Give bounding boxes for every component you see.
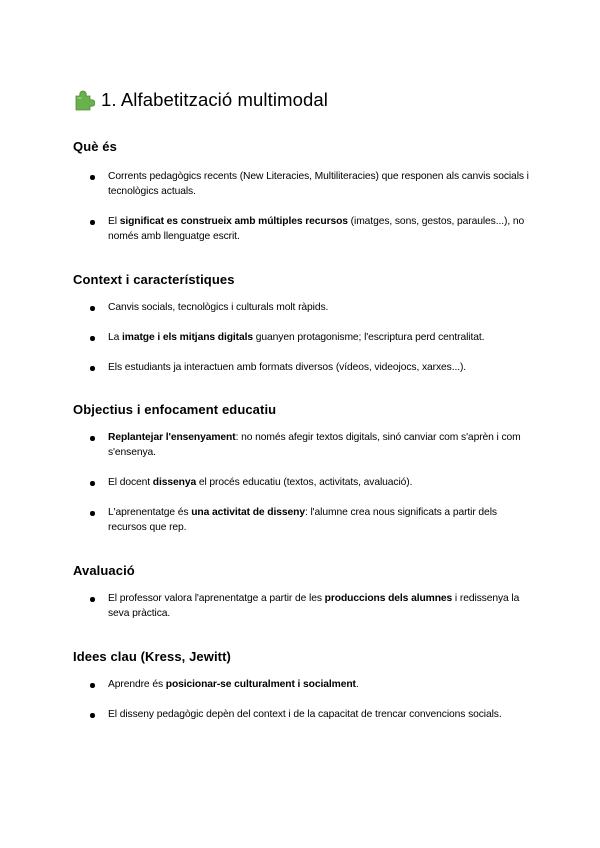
list-item-text: el procés educatiu (textos, activitats, avaluació). <box>196 477 413 488</box>
document-title-text: 1. Alfabetització multimodal <box>101 89 328 110</box>
list-item-text: (imatges, sons, gestos, paraules...), no només amb llenguatge escrit. <box>108 216 525 242</box>
bullet-list <box>73 677 533 722</box>
list-item-text: . <box>355 679 359 690</box>
bullet-icon <box>90 481 95 486</box>
bullet-icon <box>90 306 95 311</box>
bold-text: produccions dels alumnes <box>324 593 453 604</box>
list-item-text: : l'alumne crea nous significats a partir dels recursos que rep. <box>108 507 497 533</box>
bold-text: una activitat de disseny <box>191 507 305 518</box>
bullet-icon <box>90 597 95 602</box>
list-item <box>73 707 533 722</box>
bold-text: posicionar-se culturalment i socialment <box>165 679 356 690</box>
bullet-icon <box>90 436 95 441</box>
bullet-list <box>73 591 533 621</box>
list-item <box>73 505 533 535</box>
list-item <box>73 677 533 692</box>
list-item-text: Els estudiants ja interactuen amb formats diversos (vídeos, videojocs, xarxes...). <box>108 362 467 373</box>
section-heading: Idees clau (Kress, Jewitt) <box>73 649 231 664</box>
section-heading: Què és <box>73 139 117 154</box>
list-item-text: : no només afegir textos digitals, sinó canviar com s'aprèn i com s'ensenya. <box>108 432 521 458</box>
list-item-text: El disseny pedagògic depèn del context i de la capacitat de trencar convencions socials. <box>108 709 502 720</box>
document-page <box>73 88 533 722</box>
list-item <box>73 214 533 244</box>
list-item <box>73 475 533 490</box>
list-item-text: L'aprenentatge és <box>108 507 192 518</box>
bullet-list <box>73 300 533 375</box>
list-item <box>73 360 533 375</box>
bullet-icon <box>90 713 95 718</box>
list-item <box>73 430 533 460</box>
bold-text: significat es construeix amb múltiples recursos <box>119 216 348 227</box>
bullet-icon <box>90 366 95 371</box>
list-item-text: i redissenya la seva pràctica. <box>108 593 520 619</box>
list-item-text: Aprendre és <box>108 679 166 690</box>
list-item <box>73 169 533 199</box>
bold-text: Replantejar l'ensenyament <box>108 432 236 443</box>
puzzle-piece-icon <box>73 89 95 111</box>
list-item-text: El <box>108 216 120 227</box>
document-title <box>73 88 533 112</box>
bullet-icon <box>90 220 95 225</box>
section-heading: Objectius i enfocament educatiu <box>73 402 277 417</box>
section-heading: Avaluació <box>73 563 135 578</box>
bullet-list <box>73 430 533 535</box>
list-item-text: Canvis socials, tecnològics i culturals molt ràpids. <box>108 302 329 313</box>
bullet-icon <box>90 336 95 341</box>
list-item-text: El docent <box>108 477 153 488</box>
section-heading: Context i característiques <box>73 272 235 287</box>
list-item <box>73 330 533 345</box>
list-item-text: guanyen protagonisme; l'escriptura perd centralitat. <box>253 332 485 343</box>
bold-text: imatge i els mitjans digitals <box>122 332 254 343</box>
list-item <box>73 300 533 315</box>
bullet-icon <box>90 511 95 516</box>
list-item-text: Corrents pedagògics recents (New Literacies, Multiliteracies) que responen als canvis socials i tecnològics actuals. <box>108 171 529 197</box>
bullet-icon <box>90 175 95 180</box>
list-item <box>73 591 533 621</box>
bullet-list <box>73 169 533 244</box>
list-item-text: La <box>108 332 123 343</box>
bullet-icon <box>90 683 95 688</box>
bold-text: dissenya <box>152 477 197 488</box>
list-item-text: El professor valora l'aprenentatge a partir de les <box>108 593 325 604</box>
